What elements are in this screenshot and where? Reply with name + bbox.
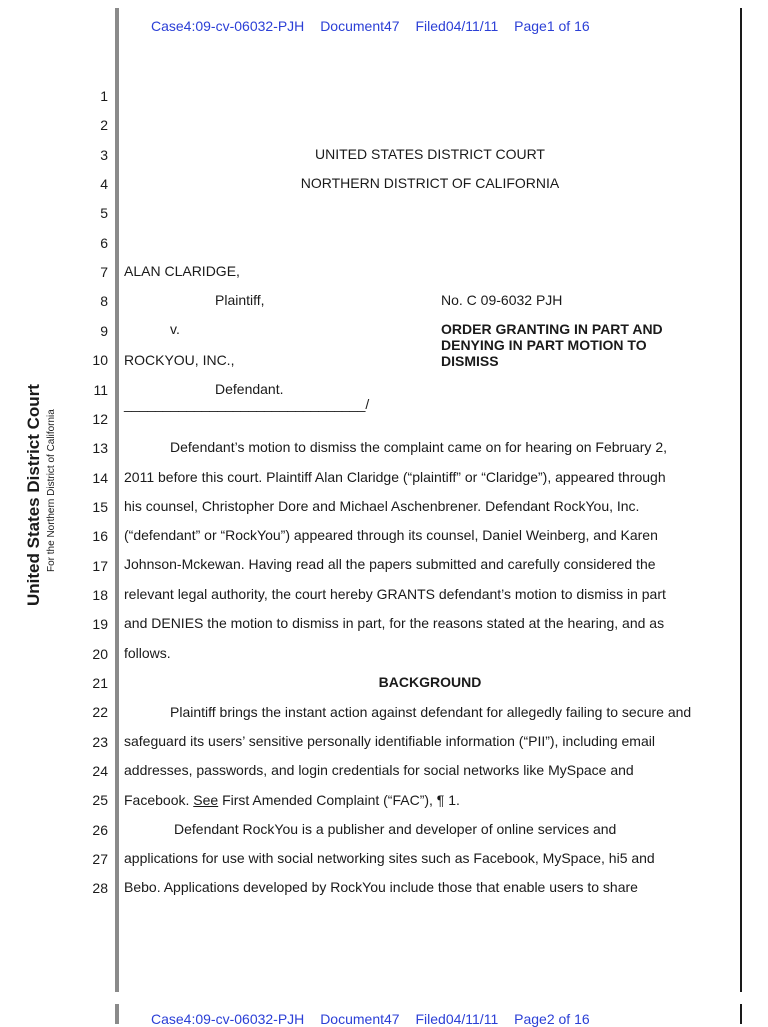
line-number: 16 (92, 528, 108, 545)
body-line-24: addresses, passwords, and login credentials for social networks like MySpace and (124, 762, 634, 778)
line-number: 18 (92, 586, 108, 603)
plaintiff-role: Plaintiff, (215, 292, 265, 308)
line-number: 7 (100, 264, 108, 281)
line-number: 17 (92, 557, 108, 574)
line-number: 6 (100, 234, 108, 251)
body-line-13: Defendant’s motion to dismiss the complaint came on for hearing on February 2, (170, 439, 667, 455)
line-number: 1 (100, 88, 108, 104)
defendant-role: Defendant. (215, 381, 284, 397)
case-number: No. C 09-6032 PJH (441, 292, 563, 308)
line-number: 15 (92, 498, 108, 515)
right-margin-rule (740, 8, 742, 992)
body-line-18: relevant legal authority, the court hereby GRANTS defendant’s motion to dismiss in part (124, 586, 666, 602)
line-number: 11 (93, 381, 108, 398)
line-number: 9 (100, 322, 108, 339)
body-line-17: Johnson-Mckewan. Having read all the papers submitted and carefully considered the (124, 556, 656, 572)
versus: v. (170, 321, 180, 337)
left-margin-rule (115, 8, 119, 992)
defendant-name: ROCKYOU, INC., (124, 352, 235, 368)
body-line-16: (“defendant” or “RockYou”) appeared through its counsel, Daniel Weinberg, and Karen (124, 527, 658, 543)
line-number: 25 (92, 792, 108, 809)
header2-document: Document47 (320, 1011, 400, 1027)
body-line-28: Bebo. Applications developed by RockYou include those that enable users to share (124, 879, 638, 895)
header-page: Page1 of 16 (514, 18, 590, 34)
line-number: 20 (92, 645, 108, 662)
line-number: 4 (100, 176, 108, 193)
body-line-20: follows. (124, 645, 171, 661)
header-filed-date: Filed04/11/11 (415, 18, 499, 34)
see-signal: See (193, 792, 219, 808)
order-title-line1: ORDER GRANTING IN PART AND (441, 321, 663, 337)
plaintiff-name: ALAN CLARIDGE, (124, 263, 240, 279)
line-number: 27 (92, 851, 108, 868)
line-number: 2 (100, 117, 108, 134)
line-number: 8 (100, 293, 108, 310)
order-title-line2: DENYING IN PART MOTION TO (441, 337, 647, 353)
section-heading: BACKGROUND (378, 674, 482, 690)
filing-header-page2 (151, 1011, 602, 1027)
line-number: 23 (92, 733, 108, 750)
line-number: 24 (92, 763, 108, 780)
line-number: 28 (92, 880, 108, 897)
line-number: 12 (92, 410, 108, 427)
court-name: UNITED STATES DISTRICT COURT (315, 146, 545, 162)
body-line-26: Defendant RockYou is a publisher and developer of online services and (174, 821, 617, 837)
header2-case-number: Case4:09-cv-06032-PJH (151, 1011, 305, 1027)
filing-header (151, 18, 602, 34)
body-line-19: and DENIES the motion to dismiss in part, for the reasons stated at the hearing, and as (124, 615, 665, 631)
body-line-27: applications for use with social networking sites such as Facebook, MySpace, hi5 and (124, 850, 655, 866)
line-number: 26 (92, 821, 108, 838)
line-number: 10 (92, 352, 108, 369)
district-side-label: For the Northern District of California (46, 409, 57, 572)
order-title-line3: DISMISS (441, 353, 499, 369)
line-number: 3 (100, 146, 108, 163)
body-line-25 (124, 792, 460, 808)
header2-filed-date: Filed04/11/11 (415, 1011, 499, 1027)
body-line-14: 2011 before this court. Plaintiff Alan Claridge (“plaintiff” or “Claridge”), appeared through (124, 469, 666, 485)
line-number: 14 (92, 469, 108, 486)
body-line-22: Plaintiff brings the instant action against defendant for allegedly failing to secure and (170, 704, 692, 720)
header-document: Document47 (320, 18, 400, 34)
line-number: 5 (100, 205, 108, 222)
court-side-label: United States District Court (24, 384, 43, 606)
caption-divider: _______________________________/ (124, 396, 370, 412)
body-line-25-b: First Amended Complaint (“FAC”), ¶ 1. (218, 792, 460, 808)
body-line-25-a: Facebook. (124, 792, 194, 808)
line-number: 19 (92, 616, 108, 633)
right-margin-rule-page2 (740, 1004, 742, 1024)
court-district: NORTHERN DISTRICT OF CALIFORNIA (300, 175, 560, 191)
header2-page: Page2 of 16 (514, 1011, 590, 1027)
body-line-23: safeguard its users’ sensitive personally identifiable information (“PII”), including email (124, 733, 655, 749)
line-number: 13 (92, 440, 108, 457)
header-case-number: Case4:09-cv-06032-PJH (151, 18, 305, 34)
left-margin-rule-page2 (115, 1004, 119, 1024)
line-number: 21 (92, 675, 108, 691)
line-number: 22 (92, 704, 108, 721)
body-line-15: his counsel, Christopher Dore and Michael Aschenbrener. Defendant RockYou, Inc. (124, 498, 640, 514)
